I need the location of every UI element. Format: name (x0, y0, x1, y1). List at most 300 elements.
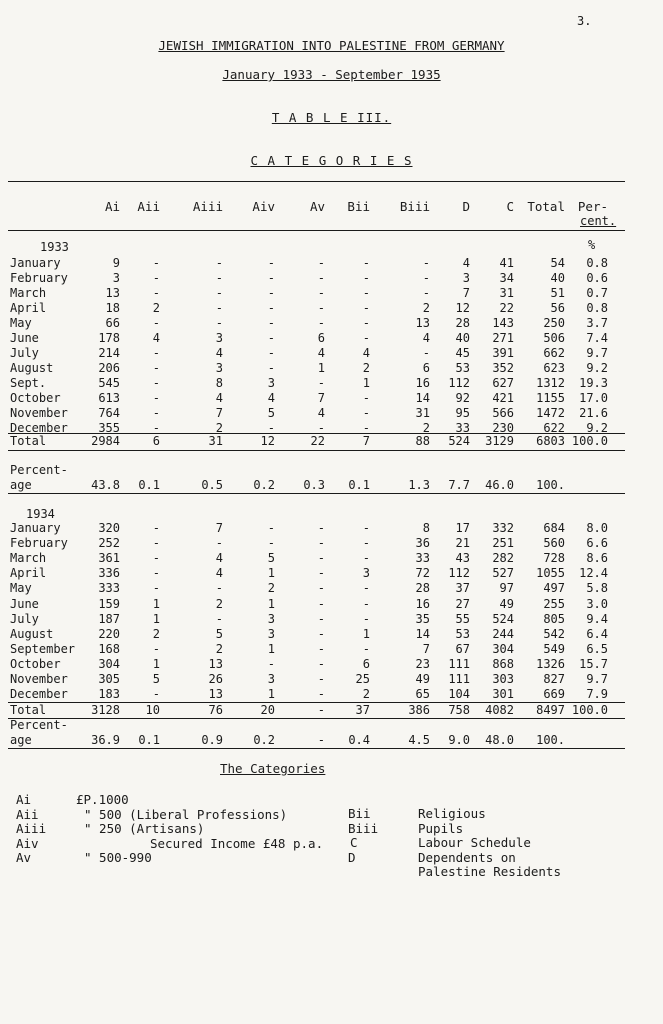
cell-biii: 1.3 (408, 478, 430, 492)
cell-av: - (317, 656, 325, 671)
cell-total: 623 (543, 361, 565, 375)
row-label: age (10, 478, 32, 492)
cell-d: 112 (448, 566, 470, 581)
cell-d: 7.7 (448, 478, 470, 492)
row-label: November (10, 672, 68, 686)
cell-ai: 66 (105, 316, 120, 330)
cell-total: 6803 (536, 434, 565, 448)
legend-description: Dependents on (418, 849, 516, 865)
cell-c: 41 (499, 256, 514, 270)
cell-aii: 6 (152, 434, 160, 448)
cell-bii: 2 (362, 361, 370, 375)
cell-ai: 9 (112, 256, 120, 270)
cell-percent: 8.0 (586, 521, 608, 535)
legend-code: Biii (348, 820, 379, 836)
row-label: July (10, 611, 39, 626)
cell-aiv: 0.2 (253, 478, 275, 492)
percentage-row (0, 733, 663, 748)
cell-biii: 35 (415, 611, 430, 626)
cell-aii: 0.1 (138, 478, 160, 492)
cell-aiv: - (267, 536, 275, 551)
col-header-aiv: Aiv (252, 199, 275, 214)
cell-aiii: - (215, 536, 223, 551)
cell-aiv: 2 (267, 581, 275, 596)
col-header-c: C (506, 199, 514, 214)
cell-c: 332 (492, 521, 514, 535)
cell-total: 8497 (536, 703, 565, 717)
cell-aiii: 2 (215, 641, 223, 656)
cell-aiv: 1 (267, 566, 275, 581)
cell-d: 104 (448, 687, 470, 702)
table-row (0, 536, 663, 551)
cell-percent: 9.7 (586, 672, 608, 686)
cell-aii: - (152, 316, 160, 330)
cell-aiv: 4 (267, 391, 275, 405)
cell-total: 54 (550, 256, 565, 270)
cell-aiii: 4 (215, 391, 223, 405)
cell-bii: - (362, 331, 370, 345)
cell-av: - (317, 271, 325, 285)
cell-bii: 4 (362, 346, 370, 360)
cell-bii: - (362, 301, 370, 315)
cell-biii: - (422, 256, 430, 270)
cell-total: 100. (536, 733, 565, 747)
cell-total: 805 (543, 611, 565, 626)
cell-d: 55 (455, 611, 470, 626)
row-label: August (10, 626, 54, 641)
cell-aiv: - (267, 256, 275, 270)
cell-aiv: 0.2 (253, 733, 275, 747)
row-label: February (10, 271, 68, 285)
cell-aiii: 76 (208, 703, 223, 717)
cell-aii: 0.1 (138, 733, 160, 747)
row-label: June (10, 331, 39, 345)
cell-aiv: - (267, 286, 275, 300)
row-label: March (10, 551, 47, 566)
cell-total: 542 (543, 626, 565, 641)
cell-ai: 168 (98, 641, 120, 656)
cell-aiii: 4 (215, 566, 223, 581)
legend-description: " 250 (Artisans) (84, 821, 205, 836)
cell-c: 868 (492, 656, 514, 671)
cell-aiii: 7 (215, 406, 223, 420)
cell-aii: - (152, 536, 160, 551)
cell-aiv: - (267, 271, 275, 285)
cell-aiv: - (267, 521, 275, 535)
cell-biii: 386 (408, 703, 430, 717)
cell-aii: 2 (152, 301, 160, 315)
cell-c: 48.0 (485, 733, 514, 747)
cell-c: 301 (492, 687, 514, 702)
cell-ai: 220 (98, 626, 120, 641)
cell-aiii: - (215, 581, 223, 596)
cell-total: 56 (550, 301, 565, 315)
cell-aiii: 4 (215, 346, 223, 360)
row-label: October (10, 656, 61, 671)
row-label: April (10, 301, 47, 315)
cell-aiv: - (267, 316, 275, 330)
cell-aiv: 1 (267, 687, 275, 702)
cell-c: 230 (492, 421, 514, 435)
cell-c: 251 (492, 536, 514, 551)
cell-c: 566 (492, 406, 514, 420)
cell-bii: - (362, 286, 370, 300)
cell-biii: 88 (415, 434, 430, 448)
cell-aii: - (152, 421, 160, 435)
cell-percent: 19.3 (579, 376, 608, 390)
cell-aiii: 3 (215, 361, 223, 375)
cell-d: 758 (448, 703, 470, 717)
cell-bii: - (362, 641, 370, 656)
categories-heading: C A T E G O R I E S (250, 153, 413, 168)
cell-d: 12 (455, 301, 470, 315)
table-row (0, 286, 663, 301)
cell-d: 112 (448, 376, 470, 390)
cell-aiv: - (267, 361, 275, 375)
cell-percent: 8.6 (586, 551, 608, 566)
cell-aiv: 12 (260, 434, 275, 448)
cell-c: 46.0 (485, 478, 514, 492)
cell-c: 244 (492, 626, 514, 641)
cell-d: 67 (455, 641, 470, 656)
col-header-percent: Per- (577, 199, 608, 214)
cell-aiii: - (215, 286, 223, 300)
cell-c: 22 (499, 301, 514, 315)
cell-biii: 16 (415, 376, 430, 390)
legend-code: Aii (16, 806, 39, 822)
table-row (0, 672, 663, 687)
cell-bii: - (362, 271, 370, 285)
cell-total: 560 (543, 536, 565, 551)
cell-biii: 31 (415, 406, 430, 420)
cell-aii: - (152, 566, 160, 581)
cell-av: - (317, 626, 325, 641)
cell-aii: - (152, 376, 160, 390)
cell-total: 250 (543, 316, 565, 330)
cell-ai: 187 (98, 611, 120, 626)
cell-percent: 100.0 (571, 434, 608, 448)
cell-biii: 13 (415, 316, 430, 330)
cell-total: 506 (543, 331, 565, 345)
cell-c: 271 (492, 331, 514, 345)
cell-ai: 159 (98, 596, 120, 611)
cell-ai: 3 (112, 271, 120, 285)
cell-d: 27 (455, 596, 470, 611)
cell-percent: 9.7 (586, 346, 608, 360)
cell-ai: 18 (105, 301, 120, 315)
cell-total: 51 (550, 286, 565, 300)
cell-av: - (317, 596, 325, 611)
cell-d: 95 (455, 406, 470, 420)
cell-d: 33 (455, 421, 470, 435)
cell-biii: 36 (415, 536, 430, 551)
cell-aiii: 31 (208, 434, 223, 448)
cell-percent: 7.9 (586, 687, 608, 702)
cell-percent: 12.4 (579, 566, 608, 581)
table-label: T A B L E III. (271, 110, 392, 125)
cell-ai: 2984 (91, 434, 120, 448)
cell-percent: 0.6 (586, 271, 608, 285)
cell-percent: 7.4 (586, 331, 608, 345)
col-header-d: D (462, 199, 470, 214)
cell-percent: 100.0 (571, 703, 608, 717)
legend-code: Bii (348, 806, 371, 821)
cell-total: 662 (543, 346, 565, 360)
cell-av: 7 (317, 391, 325, 405)
col-header-aiii: Aiii (192, 199, 223, 214)
cell-av: - (317, 421, 325, 435)
cell-aii: - (152, 361, 160, 375)
cell-biii: - (422, 271, 430, 285)
cell-ai: 183 (98, 687, 120, 702)
cell-aiv: - (267, 331, 275, 345)
percentage-1933-rule (8, 493, 625, 494)
row-label: August (10, 361, 54, 375)
cell-aiv: - (267, 346, 275, 360)
cell-av: 0.3 (303, 478, 325, 492)
cell-percent: 6.4 (586, 626, 608, 641)
row-label: Total (10, 434, 47, 448)
row-label: December (10, 421, 68, 435)
col-header-percent-line2: cent. (580, 214, 617, 228)
cell-total: 1472 (536, 406, 565, 420)
cell-total: 1055 (536, 566, 565, 581)
cell-aiv: 5 (267, 406, 275, 420)
total-1934-underline (8, 718, 625, 719)
cell-c: 97 (499, 581, 514, 596)
legend-description: " 500 (Liberal Professions) (84, 806, 288, 822)
legend-description: Palestine Residents (418, 864, 561, 879)
percentage-1934-label: Percent- (10, 718, 68, 732)
cell-aii: 4 (152, 331, 160, 345)
col-header-aii: Aii (137, 199, 160, 214)
cell-ai: 613 (98, 391, 120, 405)
cell-d: 111 (448, 672, 470, 686)
cell-d: 28 (455, 316, 470, 330)
cell-aii: 5 (152, 672, 160, 686)
row-label: April (10, 566, 47, 581)
cell-aii: - (152, 271, 160, 285)
cell-total: 1326 (536, 656, 565, 671)
cell-percent: 3.0 (586, 596, 608, 611)
table-row (0, 361, 663, 376)
table-row (0, 391, 663, 406)
legend-description: Pupils (418, 820, 464, 836)
cell-percent: 15.7 (579, 656, 608, 671)
cell-ai: 13 (105, 286, 120, 300)
percentage-1934-rule (8, 748, 625, 749)
cell-c: 49 (499, 596, 514, 611)
cell-percent: 17.0 (579, 391, 608, 405)
cell-bii: 0.1 (348, 478, 370, 492)
cell-aiv: - (267, 656, 275, 671)
percentage-row (0, 478, 663, 493)
cell-d: 524 (448, 434, 470, 448)
cell-aiii: - (215, 301, 223, 315)
row-label: November (10, 406, 68, 420)
cell-d: 53 (455, 361, 470, 375)
cell-c: 304 (492, 641, 514, 656)
row-label: December (10, 687, 68, 702)
cell-aiii: 4 (215, 551, 223, 566)
cell-aiii: 26 (208, 672, 223, 686)
cell-bii: - (362, 316, 370, 330)
cell-bii: - (362, 406, 370, 420)
cell-ai: 3128 (91, 703, 120, 717)
cell-av: - (317, 611, 325, 626)
cell-aiii: 0.9 (201, 733, 223, 747)
cell-bii: 1 (362, 626, 370, 641)
row-label: October (10, 391, 61, 405)
column-header-row (0, 199, 663, 214)
row-label: March (10, 286, 47, 300)
cell-percent: 5.8 (586, 581, 608, 596)
cell-ai: 336 (98, 566, 120, 581)
row-label: February (10, 536, 68, 551)
cell-d: 9.0 (448, 733, 470, 747)
cell-aiv: - (267, 301, 275, 315)
cell-av: 4 (317, 346, 325, 360)
cell-total: 549 (543, 641, 565, 656)
cell-biii: 14 (415, 626, 430, 641)
cell-biii: 33 (415, 551, 430, 566)
cell-aii: - (152, 286, 160, 300)
cell-av: - (317, 551, 325, 566)
total-1933-underline (8, 450, 625, 451)
cell-c: 352 (492, 361, 514, 375)
table-row (0, 406, 663, 421)
cell-av: - (317, 733, 325, 747)
col-header-ai: Ai (104, 199, 120, 214)
cell-biii: 2 (422, 301, 430, 315)
cell-percent: 6.5 (586, 641, 608, 656)
cell-aiii: 0.5 (201, 478, 223, 492)
cell-aiv: 3 (267, 626, 275, 641)
cell-c: 527 (492, 566, 514, 581)
cell-d: 53 (455, 626, 470, 641)
cell-aii: - (152, 551, 160, 566)
row-label: Sept. (10, 376, 47, 390)
cell-percent: 0.8 (586, 256, 608, 270)
cell-bii: 1 (362, 376, 370, 390)
cell-d: 4 (462, 256, 470, 270)
cell-aii: 2 (152, 626, 160, 641)
cell-ai: 361 (98, 551, 120, 566)
row-label: age (10, 733, 32, 747)
table-row (0, 331, 663, 346)
cell-biii: 14 (415, 391, 430, 405)
total-row (0, 703, 663, 718)
row-label: June (10, 596, 39, 611)
cell-total: 100. (536, 478, 565, 492)
cell-total: 1155 (536, 391, 565, 405)
cell-aii: - (152, 687, 160, 702)
cell-d: 111 (448, 656, 470, 671)
page-number: 3. (577, 14, 592, 28)
cell-c: 31 (499, 286, 514, 300)
table-row (0, 521, 663, 536)
cell-percent: 0.8 (586, 301, 608, 315)
cell-bii: - (362, 391, 370, 405)
cell-c: 421 (492, 391, 514, 405)
cell-d: 45 (455, 346, 470, 360)
cell-bii: 7 (362, 434, 370, 448)
cell-aiv: 1 (267, 596, 275, 611)
cell-aii: - (152, 256, 160, 270)
row-label: Total (10, 703, 47, 717)
cell-aii: - (152, 391, 160, 405)
cell-aiii: 7 (215, 521, 223, 535)
table-row (0, 301, 663, 316)
cell-bii: 2 (362, 687, 370, 702)
cell-biii: 16 (415, 596, 430, 611)
table-row (0, 566, 663, 581)
row-label: May (10, 581, 32, 596)
cell-aiv: 1 (267, 641, 275, 656)
year-1934-label: 1934 (26, 507, 55, 521)
legend-code: C (350, 835, 358, 850)
cell-d: 40 (455, 331, 470, 345)
cell-total: 255 (543, 596, 565, 611)
percent-sign: % (588, 238, 596, 252)
cell-av: - (317, 672, 325, 686)
cell-biii: 23 (415, 656, 430, 671)
cell-aiii: - (215, 611, 223, 626)
cell-aii: 10 (145, 703, 160, 717)
cell-biii: 72 (415, 566, 430, 581)
cell-percent: 21.6 (579, 406, 608, 420)
cell-ai: 355 (98, 421, 120, 435)
cell-aii: 1 (152, 611, 160, 626)
cell-ai: 304 (98, 656, 120, 671)
cell-bii: 37 (355, 703, 370, 717)
legend-description: Labour Schedule (418, 835, 531, 850)
cell-percent: 0.7 (586, 286, 608, 300)
cell-av: 1 (317, 361, 325, 375)
row-label: January (10, 256, 61, 270)
cell-ai: 206 (98, 361, 120, 375)
cell-aiv: - (267, 421, 275, 435)
cell-ai: 545 (98, 376, 120, 390)
cell-av: - (317, 256, 325, 270)
cell-d: 17 (455, 521, 470, 535)
cell-biii: 6 (422, 361, 430, 375)
cell-av: - (317, 687, 325, 702)
total-row (0, 434, 663, 449)
cell-av: 4 (317, 406, 325, 420)
cell-total: 728 (543, 551, 565, 566)
table-row (0, 346, 663, 361)
cell-c: 143 (492, 316, 514, 330)
cell-aiii: 5 (215, 626, 223, 641)
year-1933-label: 1933 (40, 240, 69, 254)
legend-description: " 500-990 (84, 850, 152, 865)
cell-biii: 49 (415, 672, 430, 686)
percentage-1933-label: Percent- (10, 463, 68, 477)
legend-description: Religious (418, 806, 486, 821)
cell-d: 3 (462, 271, 470, 285)
cell-c: 303 (492, 672, 514, 686)
cell-percent: 9.2 (586, 361, 608, 375)
cell-av: - (317, 641, 325, 656)
cell-av: - (317, 521, 325, 535)
cell-aii: - (152, 406, 160, 420)
cell-ai: 36.9 (91, 733, 120, 747)
cell-bii: 6 (362, 656, 370, 671)
cell-aiv: 3 (267, 672, 275, 686)
cell-av: - (317, 376, 325, 390)
cell-total: 622 (543, 421, 565, 435)
